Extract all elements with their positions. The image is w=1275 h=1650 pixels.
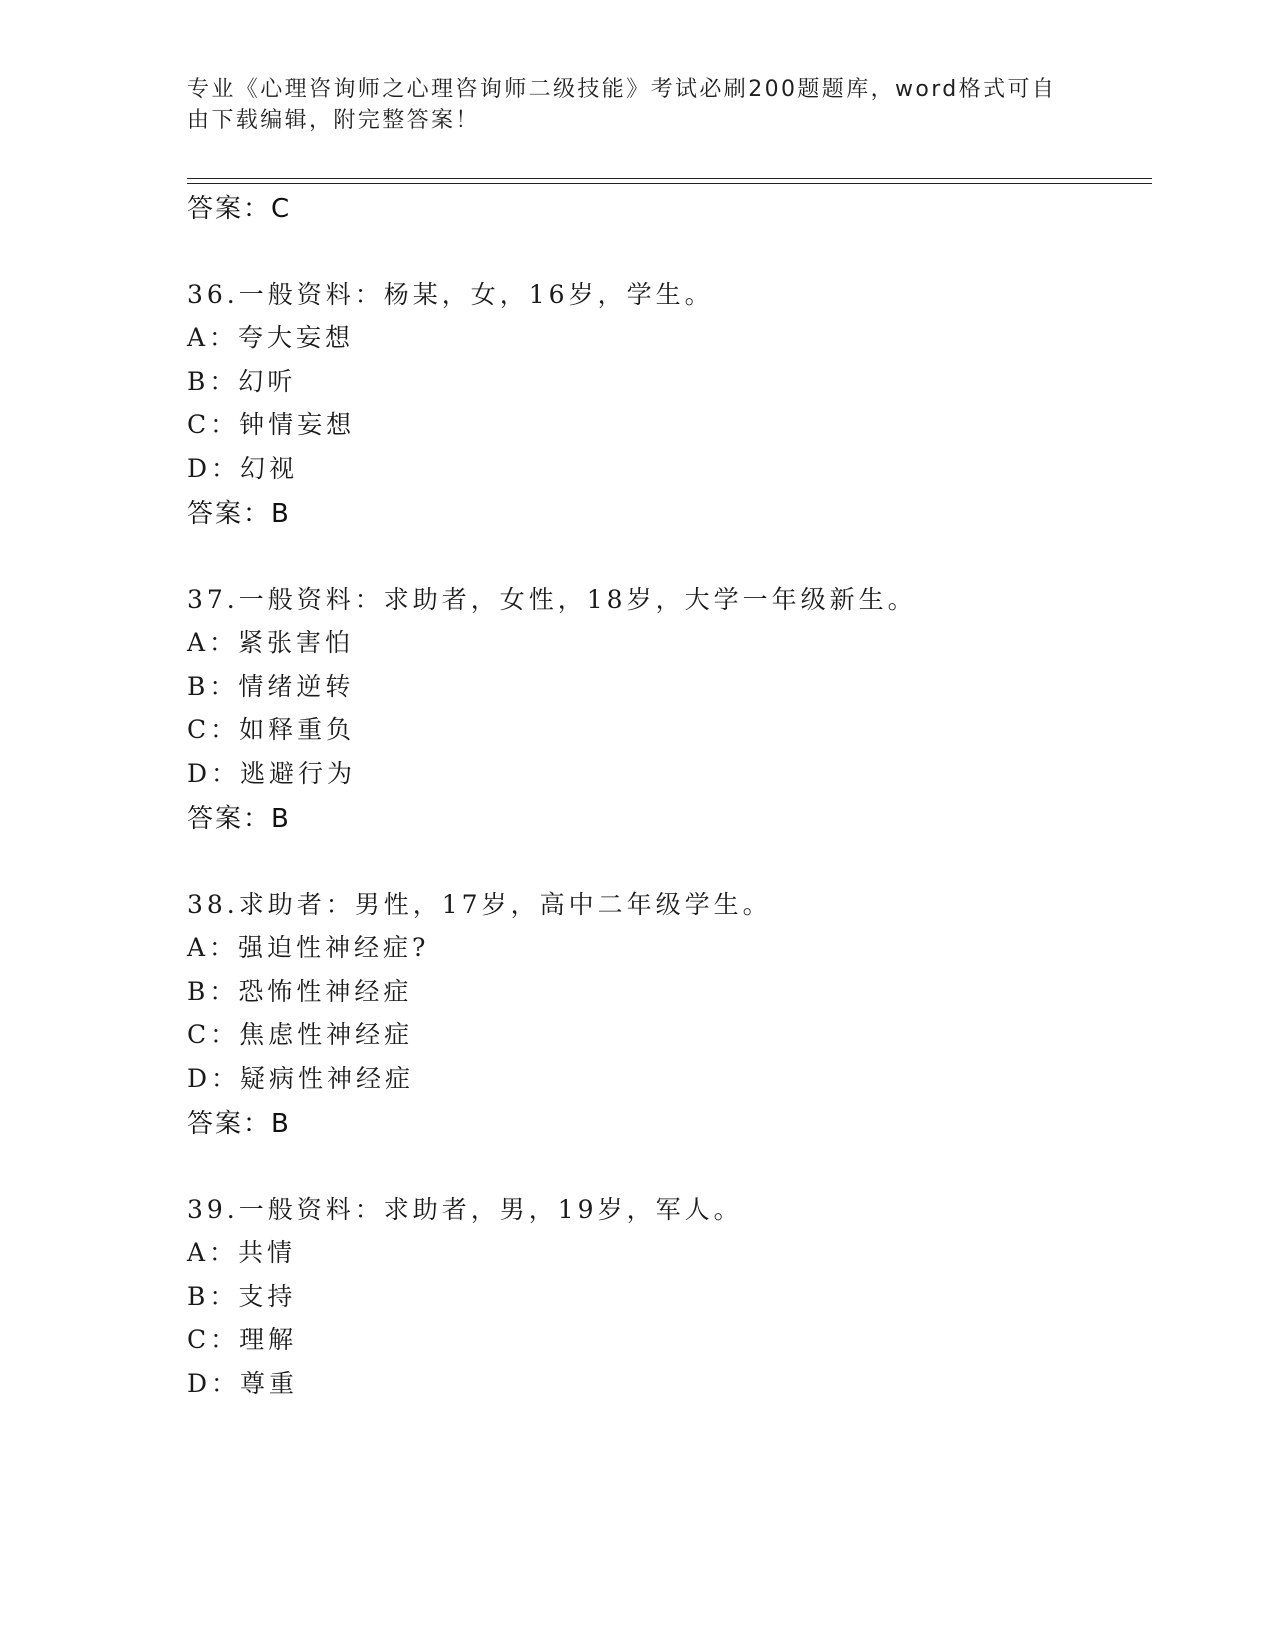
option-a: A：紧张害怕 bbox=[187, 628, 355, 657]
option-c: C：钟情妄想 bbox=[187, 410, 356, 439]
option-b: B：支持 bbox=[187, 1282, 297, 1311]
header-line-1: 专业《心理咨询师之心理咨询师二级技能》考试必刷200题题库，word格式可自 bbox=[187, 77, 1057, 102]
question-stem: 39.一般资料：求助者，男，19岁，军人。 bbox=[187, 1195, 743, 1224]
previous-answer: 答案：C bbox=[187, 194, 292, 224]
option-d: D：幻视 bbox=[187, 454, 299, 483]
question-stem: 38.求助者：男性，17岁，高中二年级学生。 bbox=[187, 890, 772, 919]
answer: 答案：B bbox=[187, 1109, 291, 1139]
question-stem: 37.一般资料：求助者，女性，18岁，大学一年级新生。 bbox=[187, 585, 917, 614]
option-d: D：逃避行为 bbox=[187, 759, 357, 788]
header-divider-top bbox=[187, 178, 1152, 179]
answer: 答案：B bbox=[187, 499, 291, 529]
answer: 答案：B bbox=[187, 804, 291, 834]
header-divider-bottom bbox=[187, 183, 1152, 184]
option-d: D：疑病性神经症 bbox=[187, 1064, 415, 1093]
option-a: A：夸大妄想 bbox=[187, 323, 355, 352]
question-stem: 36.一般资料：杨某，女，16岁，学生。 bbox=[187, 280, 714, 309]
option-d: D：尊重 bbox=[187, 1369, 299, 1398]
option-b: B：幻听 bbox=[187, 367, 297, 396]
option-a: A：强迫性神经症? bbox=[187, 933, 430, 962]
option-c: C：理解 bbox=[187, 1325, 298, 1354]
option-c: C：如释重负 bbox=[187, 715, 356, 744]
option-a: A：共情 bbox=[187, 1238, 297, 1267]
option-b: B：情绪逆转 bbox=[187, 672, 355, 701]
option-c: C：焦虑性神经症 bbox=[187, 1020, 414, 1049]
document-header bbox=[187, 74, 1067, 136]
option-b: B：恐怖性神经症 bbox=[187, 977, 413, 1006]
header-line-2: 由下载编辑，附完整答案！ bbox=[187, 108, 480, 133]
